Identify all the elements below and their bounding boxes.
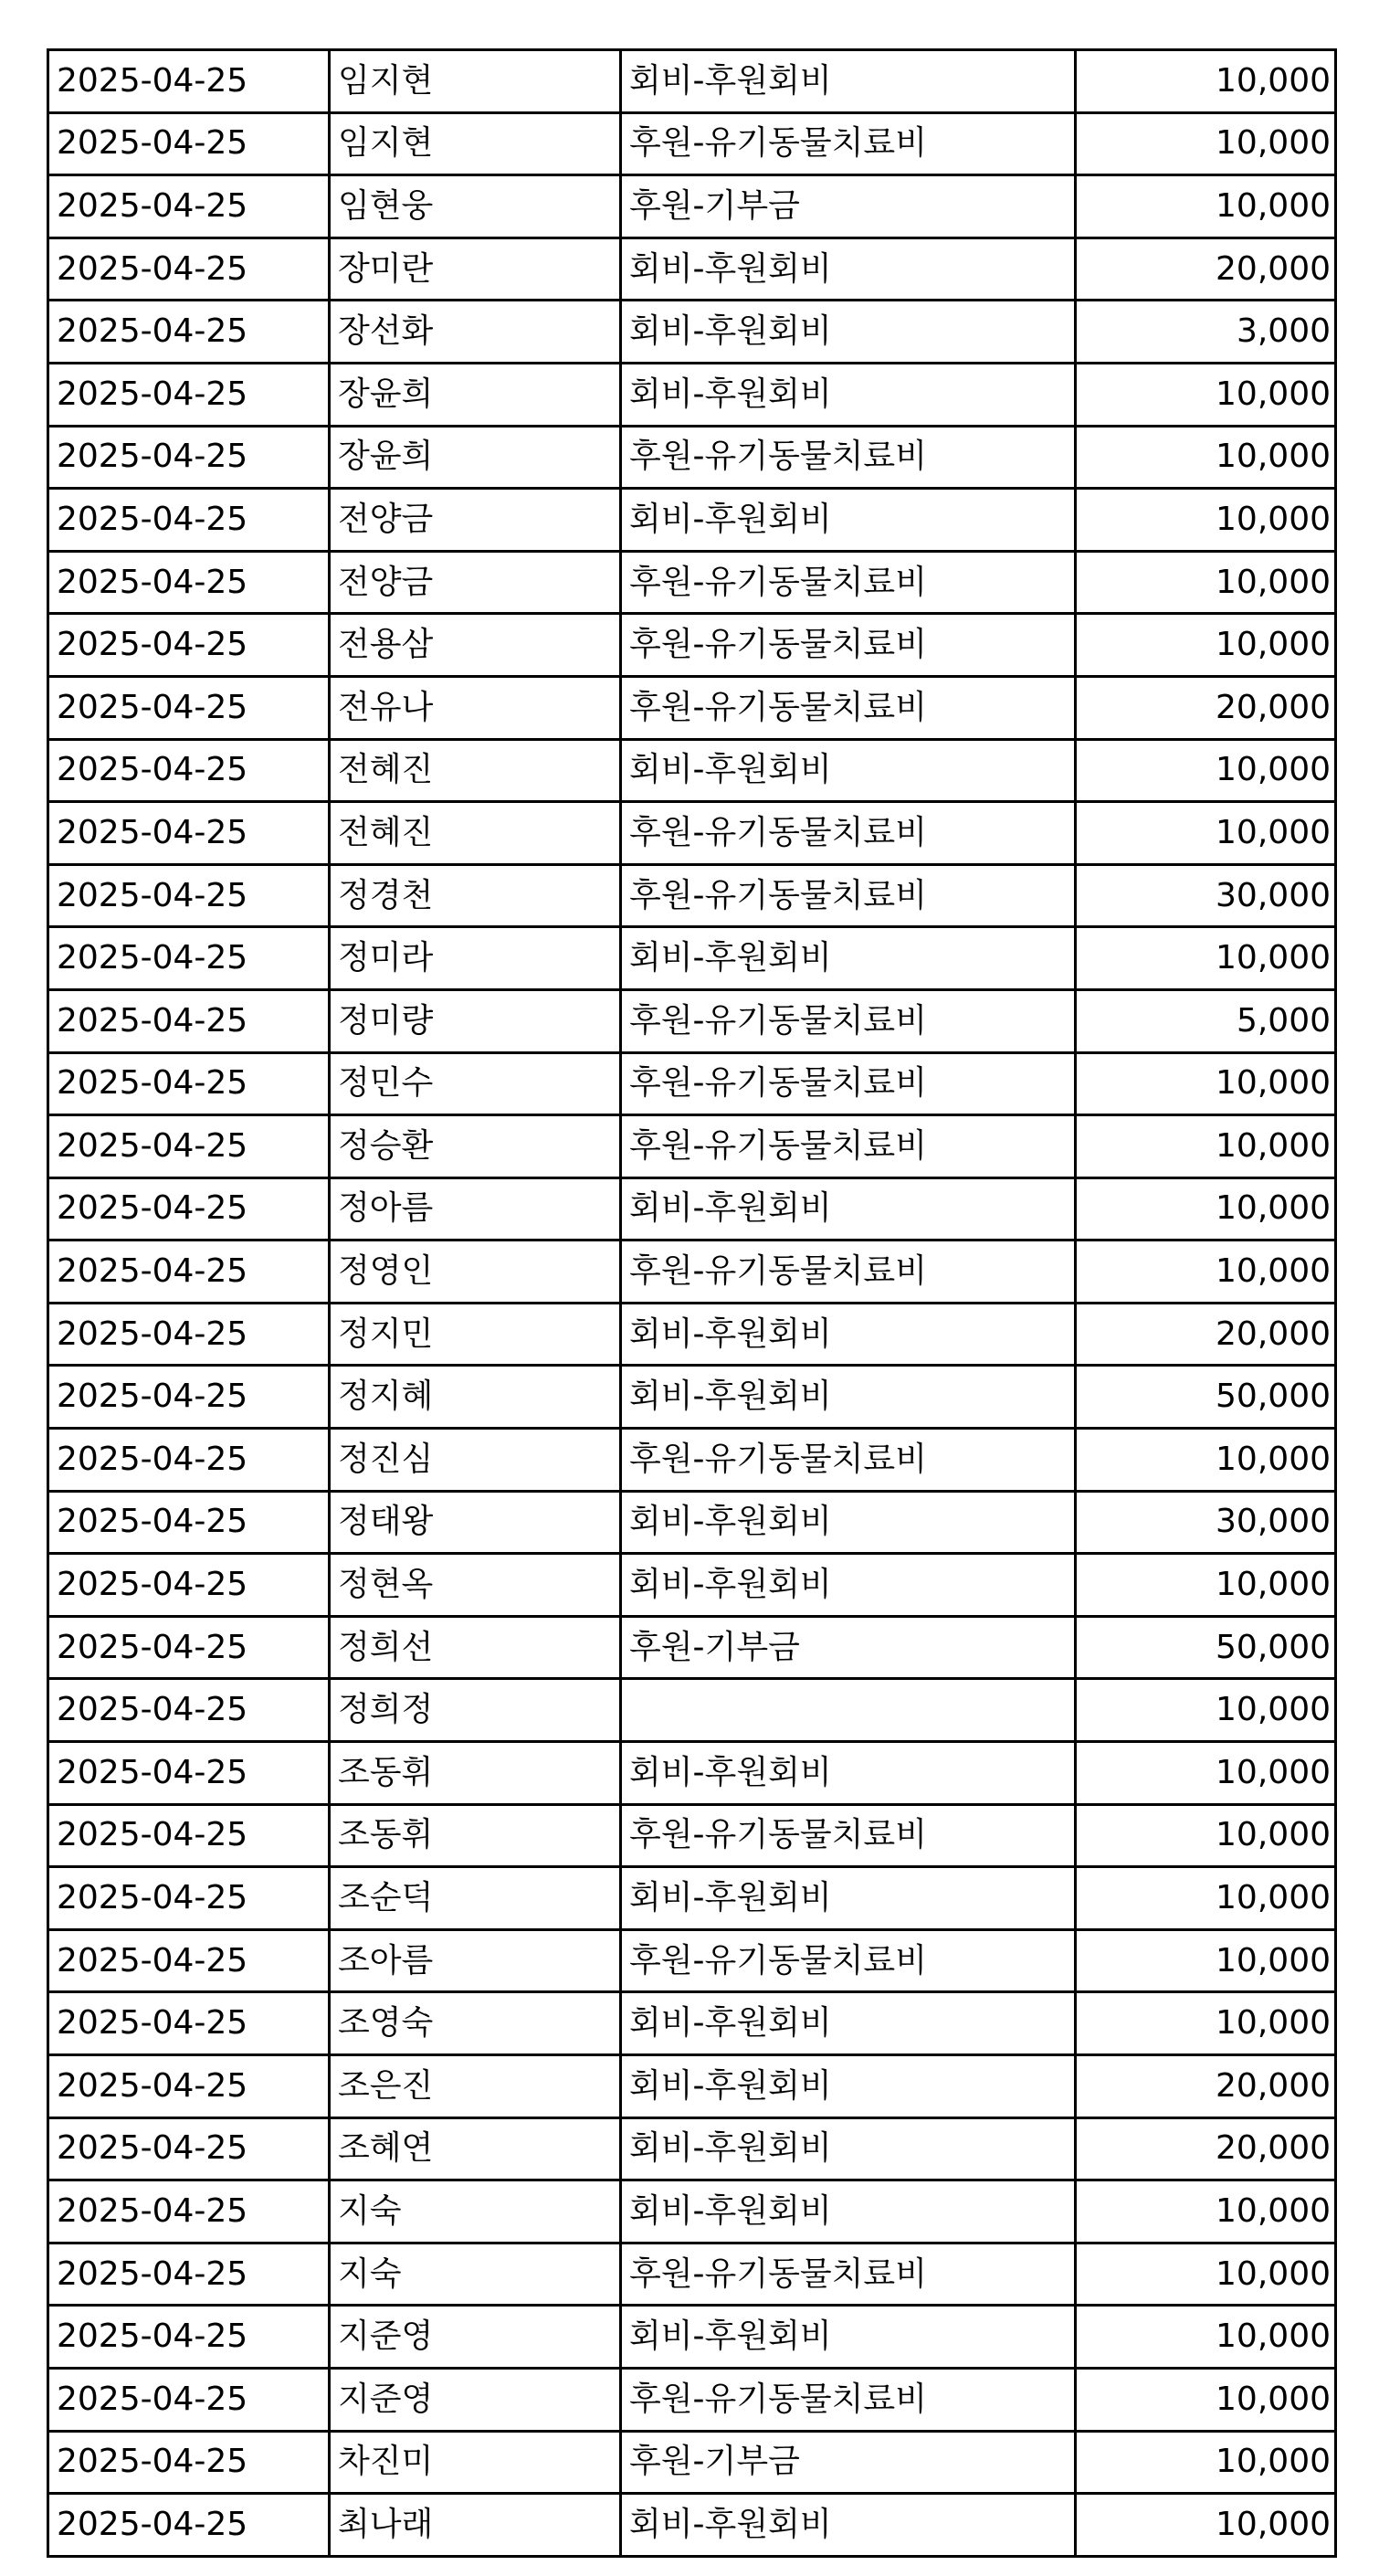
category-cell: 회비-후원회비 (621, 2117, 1076, 2180)
amount-cell: 10,000 (1076, 1429, 1336, 1492)
table-row (48, 864, 1336, 927)
date-cell: 2025-04-25 (48, 112, 330, 175)
amount-cell: 10,000 (1076, 175, 1336, 238)
category-cell: 회비-후원회비 (621, 1177, 1076, 1240)
table-row (48, 1177, 1336, 1240)
donor-name-cell: 조순덕 (330, 1867, 621, 1930)
category-cell: 후원-유기동물치료비 (621, 802, 1076, 865)
date-cell: 2025-04-25 (48, 489, 330, 552)
category-cell: 회비-후원회비 (621, 739, 1076, 802)
donor-name-cell: 지숙 (330, 2243, 621, 2306)
table-row (48, 927, 1336, 990)
date-cell: 2025-04-25 (48, 363, 330, 426)
donor-name-cell: 정경천 (330, 864, 621, 927)
category-cell: 회비-후원회비 (621, 2306, 1076, 2369)
category-cell: 후원-유기동물치료비 (621, 2368, 1076, 2431)
category-cell: 후원-유기동물치료비 (621, 1240, 1076, 1304)
table-row (48, 676, 1336, 739)
date-cell: 2025-04-25 (48, 1115, 330, 1178)
category-cell: 회비-후원회비 (621, 363, 1076, 426)
donor-name-cell: 정미량 (330, 989, 621, 1052)
table-row (48, 426, 1336, 489)
category-cell: 후원-유기동물치료비 (621, 864, 1076, 927)
amount-cell: 10,000 (1076, 1679, 1336, 1742)
date-cell: 2025-04-25 (48, 2180, 330, 2243)
category-cell: 후원-기부금 (621, 175, 1076, 238)
donor-name-cell: 정진심 (330, 1429, 621, 1492)
amount-cell: 10,000 (1076, 2306, 1336, 2369)
date-cell: 2025-04-25 (48, 1616, 330, 1679)
date-cell: 2025-04-25 (48, 2306, 330, 2369)
table-row (48, 1554, 1336, 1617)
donor-name-cell: 장미란 (330, 238, 621, 301)
table-row (48, 1052, 1336, 1115)
date-cell: 2025-04-25 (48, 175, 330, 238)
date-cell: 2025-04-25 (48, 864, 330, 927)
amount-cell: 10,000 (1076, 614, 1336, 677)
date-cell: 2025-04-25 (48, 1491, 330, 1554)
table-row (48, 1240, 1336, 1304)
table-row (48, 301, 1336, 364)
table-row (48, 1992, 1336, 2055)
category-cell: 회비-후원회비 (621, 1491, 1076, 1554)
donor-name-cell: 조동휘 (330, 1804, 621, 1867)
amount-cell: 10,000 (1076, 2368, 1336, 2431)
amount-cell: 10,000 (1076, 2180, 1336, 2243)
date-cell: 2025-04-25 (48, 614, 330, 677)
table-row (48, 2055, 1336, 2118)
donation-ledger-table (47, 48, 1337, 2558)
date-cell: 2025-04-25 (48, 301, 330, 364)
date-cell: 2025-04-25 (48, 1052, 330, 1115)
donor-name-cell: 전용삼 (330, 614, 621, 677)
donor-name-cell: 정영인 (330, 1240, 621, 1304)
date-cell: 2025-04-25 (48, 676, 330, 739)
date-cell: 2025-04-25 (48, 989, 330, 1052)
amount-cell: 30,000 (1076, 1491, 1336, 1554)
category-cell: 회비-후원회비 (621, 238, 1076, 301)
amount-cell: 10,000 (1076, 1240, 1336, 1304)
amount-cell: 10,000 (1076, 1554, 1336, 1617)
table-row (48, 1115, 1336, 1178)
date-cell: 2025-04-25 (48, 2431, 330, 2494)
amount-cell: 3,000 (1076, 301, 1336, 364)
date-cell: 2025-04-25 (48, 1177, 330, 1240)
amount-cell: 10,000 (1076, 2431, 1336, 2494)
amount-cell: 10,000 (1076, 1177, 1336, 1240)
amount-cell: 20,000 (1076, 2117, 1336, 2180)
amount-cell: 50,000 (1076, 1366, 1336, 1429)
donor-name-cell: 전유나 (330, 676, 621, 739)
category-cell: 회비-후원회비 (621, 1742, 1076, 1805)
amount-cell: 10,000 (1076, 2243, 1336, 2306)
table-row (48, 1366, 1336, 1429)
category-cell: 후원-유기동물치료비 (621, 676, 1076, 739)
donor-name-cell: 최나래 (330, 2494, 621, 2557)
date-cell: 2025-04-25 (48, 1804, 330, 1867)
table-row (48, 2306, 1336, 2369)
donor-name-cell: 정아름 (330, 1177, 621, 1240)
category-cell: 후원-유기동물치료비 (621, 1804, 1076, 1867)
date-cell: 2025-04-25 (48, 2117, 330, 2180)
amount-cell: 10,000 (1076, 1052, 1336, 1115)
amount-cell: 10,000 (1076, 112, 1336, 175)
category-cell: 회비-후원회비 (621, 1992, 1076, 2055)
table-row (48, 363, 1336, 426)
date-cell: 2025-04-25 (48, 238, 330, 301)
date-cell: 2025-04-25 (48, 50, 330, 113)
category-cell: 회비-후원회비 (621, 2494, 1076, 2557)
donor-name-cell: 차진미 (330, 2431, 621, 2494)
amount-cell: 10,000 (1076, 1115, 1336, 1178)
table-row (48, 1616, 1336, 1679)
category-cell: 회비-후원회비 (621, 1303, 1076, 1366)
category-cell: 후원-유기동물치료비 (621, 112, 1076, 175)
amount-cell: 20,000 (1076, 238, 1336, 301)
category-cell: 회비-후원회비 (621, 489, 1076, 552)
amount-cell: 10,000 (1076, 927, 1336, 990)
donor-name-cell: 조동휘 (330, 1742, 621, 1805)
date-cell: 2025-04-25 (48, 1867, 330, 1930)
table-row (48, 1804, 1336, 1867)
donor-name-cell: 조혜연 (330, 2117, 621, 2180)
date-cell: 2025-04-25 (48, 802, 330, 865)
amount-cell: 30,000 (1076, 864, 1336, 927)
amount-cell: 10,000 (1076, 1742, 1336, 1805)
category-cell: 후원-유기동물치료비 (621, 1052, 1076, 1115)
amount-cell: 10,000 (1076, 50, 1336, 113)
donor-name-cell: 조아름 (330, 1929, 621, 1992)
amount-cell: 20,000 (1076, 2055, 1336, 2118)
date-cell: 2025-04-25 (48, 1303, 330, 1366)
table-row (48, 2117, 1336, 2180)
amount-cell: 10,000 (1076, 1929, 1336, 1992)
amount-cell: 10,000 (1076, 426, 1336, 489)
table-row (48, 50, 1336, 113)
table-row (48, 2431, 1336, 2494)
table-row (48, 238, 1336, 301)
date-cell: 2025-04-25 (48, 1929, 330, 1992)
donor-name-cell: 정희정 (330, 1679, 621, 1742)
table-row (48, 614, 1336, 677)
date-cell: 2025-04-25 (48, 2368, 330, 2431)
table-row (48, 551, 1336, 614)
amount-cell: 10,000 (1076, 489, 1336, 552)
date-cell: 2025-04-25 (48, 739, 330, 802)
category-cell: 후원-유기동물치료비 (621, 989, 1076, 1052)
donor-name-cell: 정승환 (330, 1115, 621, 1178)
category-cell: 후원-기부금 (621, 1616, 1076, 1679)
donor-name-cell: 정태왕 (330, 1491, 621, 1554)
donor-name-cell: 전양금 (330, 489, 621, 552)
category-cell: 회비-후원회비 (621, 50, 1076, 113)
date-cell: 2025-04-25 (48, 1554, 330, 1617)
amount-cell: 10,000 (1076, 1992, 1336, 2055)
amount-cell: 10,000 (1076, 551, 1336, 614)
donor-name-cell: 전혜진 (330, 802, 621, 865)
ledger-body (48, 50, 1336, 2557)
donor-name-cell: 장윤희 (330, 426, 621, 489)
date-cell: 2025-04-25 (48, 1366, 330, 1429)
category-cell: 회비-후원회비 (621, 2055, 1076, 2118)
category-cell: 후원-유기동물치료비 (621, 1115, 1076, 1178)
donor-name-cell: 정지민 (330, 1303, 621, 1366)
donor-name-cell: 조은진 (330, 2055, 621, 2118)
category-cell: 회비-후원회비 (621, 1867, 1076, 1930)
category-cell: 회비-후원회비 (621, 1554, 1076, 1617)
date-cell: 2025-04-25 (48, 551, 330, 614)
donor-name-cell: 전혜진 (330, 739, 621, 802)
amount-cell: 20,000 (1076, 676, 1336, 739)
donor-name-cell: 정지혜 (330, 1366, 621, 1429)
date-cell: 2025-04-25 (48, 2055, 330, 2118)
amount-cell: 10,000 (1076, 2494, 1336, 2557)
category-cell: 후원-유기동물치료비 (621, 1929, 1076, 1992)
amount-cell: 10,000 (1076, 1867, 1336, 1930)
donor-name-cell: 전양금 (330, 551, 621, 614)
donor-name-cell: 임지현 (330, 50, 621, 113)
donor-name-cell: 정민수 (330, 1052, 621, 1115)
date-cell: 2025-04-25 (48, 1429, 330, 1492)
amount-cell: 50,000 (1076, 1616, 1336, 1679)
donor-name-cell: 조영숙 (330, 1992, 621, 2055)
donor-name-cell: 임지현 (330, 112, 621, 175)
table-row (48, 489, 1336, 552)
donor-name-cell: 정미라 (330, 927, 621, 990)
date-cell: 2025-04-25 (48, 2243, 330, 2306)
table-row (48, 2243, 1336, 2306)
category-cell: 회비-후원회비 (621, 301, 1076, 364)
table-row (48, 2494, 1336, 2557)
amount-cell: 10,000 (1076, 739, 1336, 802)
category-cell: 후원-유기동물치료비 (621, 551, 1076, 614)
table-row (48, 1303, 1336, 1366)
donor-name-cell: 정현옥 (330, 1554, 621, 1617)
amount-cell: 20,000 (1076, 1303, 1336, 1366)
category-cell: 회비-후원회비 (621, 1366, 1076, 1429)
amount-cell: 5,000 (1076, 989, 1336, 1052)
table-row (48, 112, 1336, 175)
table-row (48, 2368, 1336, 2431)
category-cell: 회비-후원회비 (621, 927, 1076, 990)
date-cell: 2025-04-25 (48, 1992, 330, 2055)
date-cell: 2025-04-25 (48, 927, 330, 990)
date-cell: 2025-04-25 (48, 2494, 330, 2557)
donor-name-cell: 지준영 (330, 2368, 621, 2431)
category-cell: 후원-유기동물치료비 (621, 614, 1076, 677)
category-cell: 후원-유기동물치료비 (621, 2243, 1076, 2306)
table-row (48, 1429, 1336, 1492)
table-row (48, 1867, 1336, 1930)
donor-name-cell: 장윤희 (330, 363, 621, 426)
table-row (48, 2180, 1336, 2243)
table-row (48, 1742, 1336, 1805)
donor-name-cell: 장선화 (330, 301, 621, 364)
category-cell: 후원-기부금 (621, 2431, 1076, 2494)
table-row (48, 802, 1336, 865)
donor-name-cell: 정희선 (330, 1616, 621, 1679)
table-row (48, 1929, 1336, 1992)
date-cell: 2025-04-25 (48, 1679, 330, 1742)
date-cell: 2025-04-25 (48, 1742, 330, 1805)
amount-cell: 10,000 (1076, 802, 1336, 865)
category-cell: 후원-유기동물치료비 (621, 426, 1076, 489)
table-row (48, 1679, 1336, 1742)
category-cell (621, 1679, 1076, 1742)
category-cell: 후원-유기동물치료비 (621, 1429, 1076, 1492)
amount-cell: 10,000 (1076, 363, 1336, 426)
donor-name-cell: 지숙 (330, 2180, 621, 2243)
date-cell: 2025-04-25 (48, 426, 330, 489)
category-cell: 회비-후원회비 (621, 2180, 1076, 2243)
date-cell: 2025-04-25 (48, 1240, 330, 1304)
amount-cell: 10,000 (1076, 1804, 1336, 1867)
table-row (48, 739, 1336, 802)
donor-name-cell: 지준영 (330, 2306, 621, 2369)
donor-name-cell: 임현웅 (330, 175, 621, 238)
table-row (48, 1491, 1336, 1554)
table-row (48, 175, 1336, 238)
table-row (48, 989, 1336, 1052)
